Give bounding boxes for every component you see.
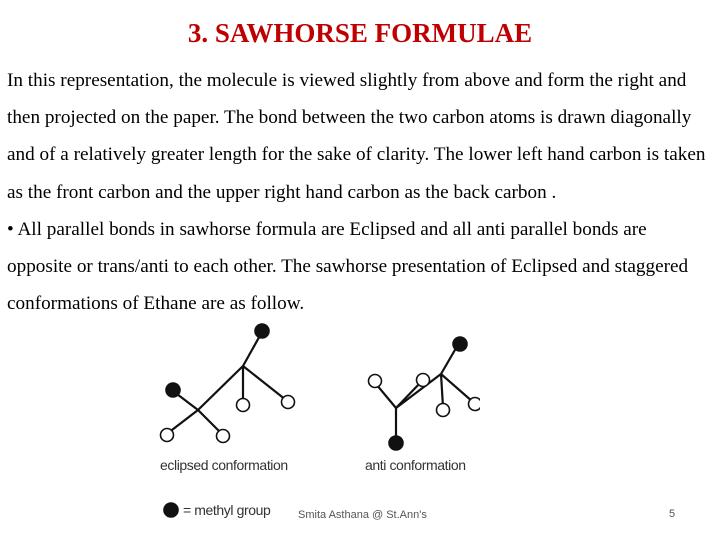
intro-paragraph: In this representation, the molecule is viewed slightly from above and form the right and then projected on the paper. The bond between the two carbon atoms is drawn diagonally and of a relatively greater length for the sake of clarity. The lower left hand carbon is taken as the front carbon and the upper right hand carbon as the back carbon . — [7, 70, 706, 203]
methyl-legend-dot — [164, 503, 178, 517]
anti-front-hydrogen-atom — [417, 374, 430, 387]
anti-front-h-bond-left — [376, 384, 396, 408]
anti-back-methyl-atom — [453, 337, 467, 351]
anti-front-methyl-atom — [389, 436, 403, 450]
anti-front-hydrogen-atom — [369, 375, 382, 388]
slide-title: 3. SAWHORSE FORMULAE — [187, 18, 533, 48]
eclipsed-back-h-bond-right — [243, 366, 286, 400]
eclipsed-front-hydrogen-atom — [161, 429, 174, 442]
anti-back-h-bond-left — [441, 374, 443, 407]
anti-caption: anti conformation — [365, 457, 466, 473]
eclipsed-back-hydrogen-atom — [237, 399, 250, 412]
eclipsed-sawhorse — [168, 332, 286, 434]
anti-back-h-bond-right — [441, 374, 473, 402]
footer-author: Smita Asthana @ St.Ann's — [298, 509, 427, 521]
anti-back-hydrogen-atom — [469, 398, 481, 411]
slide-body — [7, 62, 713, 322]
anti-front-h-bond-right — [396, 382, 421, 408]
methyl-legend-label: = methyl group — [183, 502, 271, 518]
eclipsed-front-h-bond-left — [168, 410, 198, 433]
bullet-paragraph: • All parallel bonds in sawhorse formula are Eclipsed and all anti parallel bonds are opposite or trans/anti to each other. The sawhorse presentation of Eclipsed and staggered conformations of Ethane are as follow. — [7, 218, 689, 315]
sawhorse-diagram — [140, 318, 480, 528]
eclipsed-caption: eclipsed conformation — [160, 457, 288, 473]
eclipsed-front-methyl-atom — [166, 383, 180, 397]
eclipsed-front-hydrogen-atom — [217, 430, 230, 443]
eclipsed-back-methyl-atom — [255, 324, 269, 338]
page-number: 5 — [669, 508, 676, 520]
anti-back-hydrogen-atom — [437, 404, 450, 417]
eclipsed-back-hydrogen-atom — [282, 396, 295, 409]
anti-sawhorse — [376, 343, 473, 439]
